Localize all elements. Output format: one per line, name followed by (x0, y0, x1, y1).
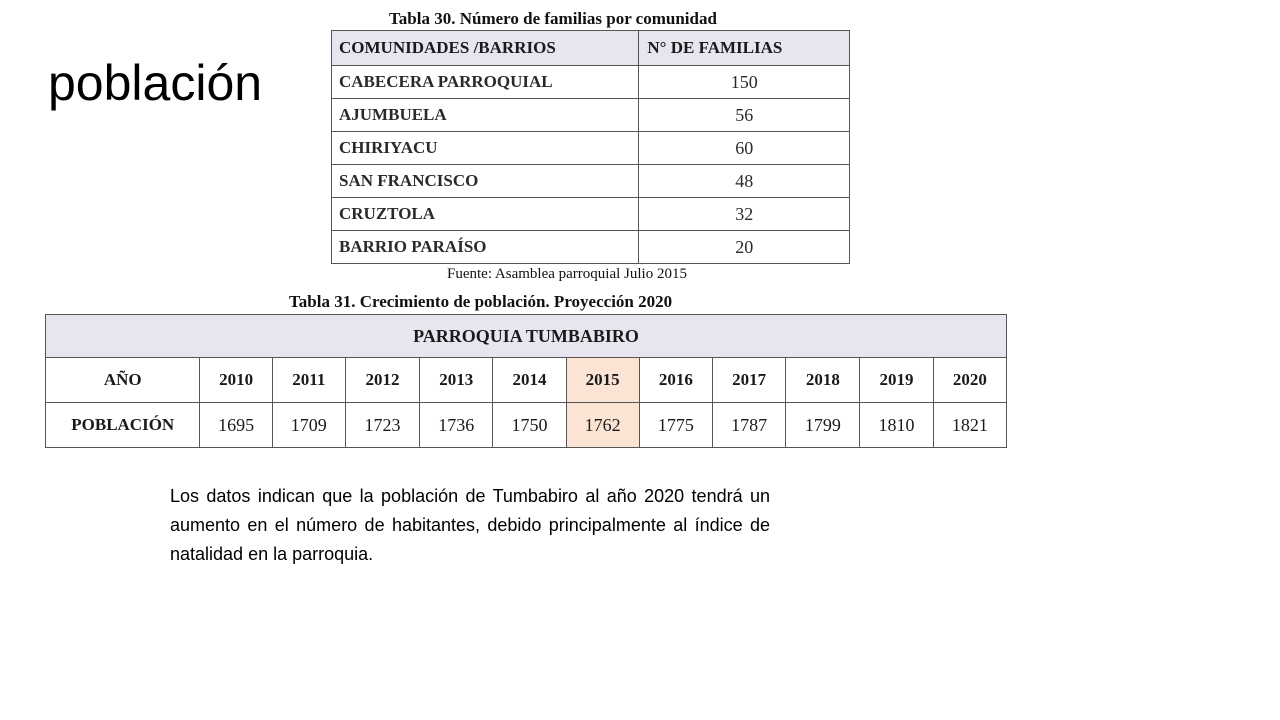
table30-caption: Tabla 30. Número de familias por comunidad (389, 9, 717, 28)
population-cell: 1723 (345, 403, 419, 448)
table-row (332, 198, 850, 231)
year-cell-highlighted: 2015 (566, 358, 639, 403)
parish-band: PARROQUIA TUMBABIRO (46, 315, 1007, 358)
population-cell: 1709 (272, 403, 345, 448)
community-name: AJUMBUELA (332, 99, 639, 132)
table-row (332, 132, 850, 165)
year-cell: 2017 (713, 358, 786, 403)
year-cell: 2014 (493, 358, 566, 403)
population-cell: 1750 (493, 403, 566, 448)
year-cell: 2020 (933, 358, 1006, 403)
community-name: BARRIO PARAÍSO (332, 231, 639, 264)
population-row (46, 403, 1007, 448)
population-table (45, 314, 1007, 448)
table-row (332, 165, 850, 198)
families-table (331, 30, 850, 264)
year-cell: 2013 (420, 358, 493, 403)
community-name: CHIRIYACU (332, 132, 639, 165)
community-name: CABECERA PARROQUIAL (332, 66, 639, 99)
table31-caption: Tabla 31. Crecimiento de población. Proyección 2020 (289, 292, 673, 311)
year-row-label: AÑO (46, 358, 200, 403)
community-name: SAN FRANCISCO (332, 165, 639, 198)
slide-title: población (48, 55, 263, 111)
year-cell: 2011 (272, 358, 345, 403)
families-count-header: N° DE FAMILIAS (639, 31, 850, 66)
year-cell: 2010 (200, 358, 272, 403)
family-count: 56 (639, 99, 850, 132)
family-count: 20 (639, 231, 850, 264)
year-cell: 2016 (639, 358, 712, 403)
summary-paragraph: Los datos indican que la población de Tumbabiro al año 2020 tendrá un aumento en el número de habitantes, debido principalmente al índice de natalidad en la parroquia. (170, 486, 770, 564)
family-count: 48 (639, 165, 850, 198)
year-cell: 2012 (345, 358, 419, 403)
family-count: 60 (639, 132, 850, 165)
family-count: 32 (639, 198, 850, 231)
year-cell: 2018 (786, 358, 860, 403)
table-row (332, 66, 850, 99)
population-row-label: POBLACIÓN (46, 403, 200, 448)
year-cell: 2019 (860, 358, 933, 403)
years-row (46, 358, 1007, 403)
population-cell: 1821 (933, 403, 1006, 448)
table30-source: Fuente: Asamblea parroquial Julio 2015 (447, 266, 687, 282)
community-name: CRUZTOLA (332, 198, 639, 231)
population-cell-highlighted: 1762 (566, 403, 639, 448)
population-cell: 1736 (420, 403, 493, 448)
family-count: 150 (639, 66, 850, 99)
population-cell: 1695 (200, 403, 272, 448)
table-row (332, 99, 850, 132)
communities-header: COMUNIDADES /BARRIOS (332, 31, 639, 66)
population-cell: 1775 (639, 403, 712, 448)
population-cell: 1787 (713, 403, 786, 448)
families-table-header (332, 31, 850, 66)
population-cell: 1810 (860, 403, 933, 448)
table-row (332, 231, 850, 264)
population-cell: 1799 (786, 403, 860, 448)
